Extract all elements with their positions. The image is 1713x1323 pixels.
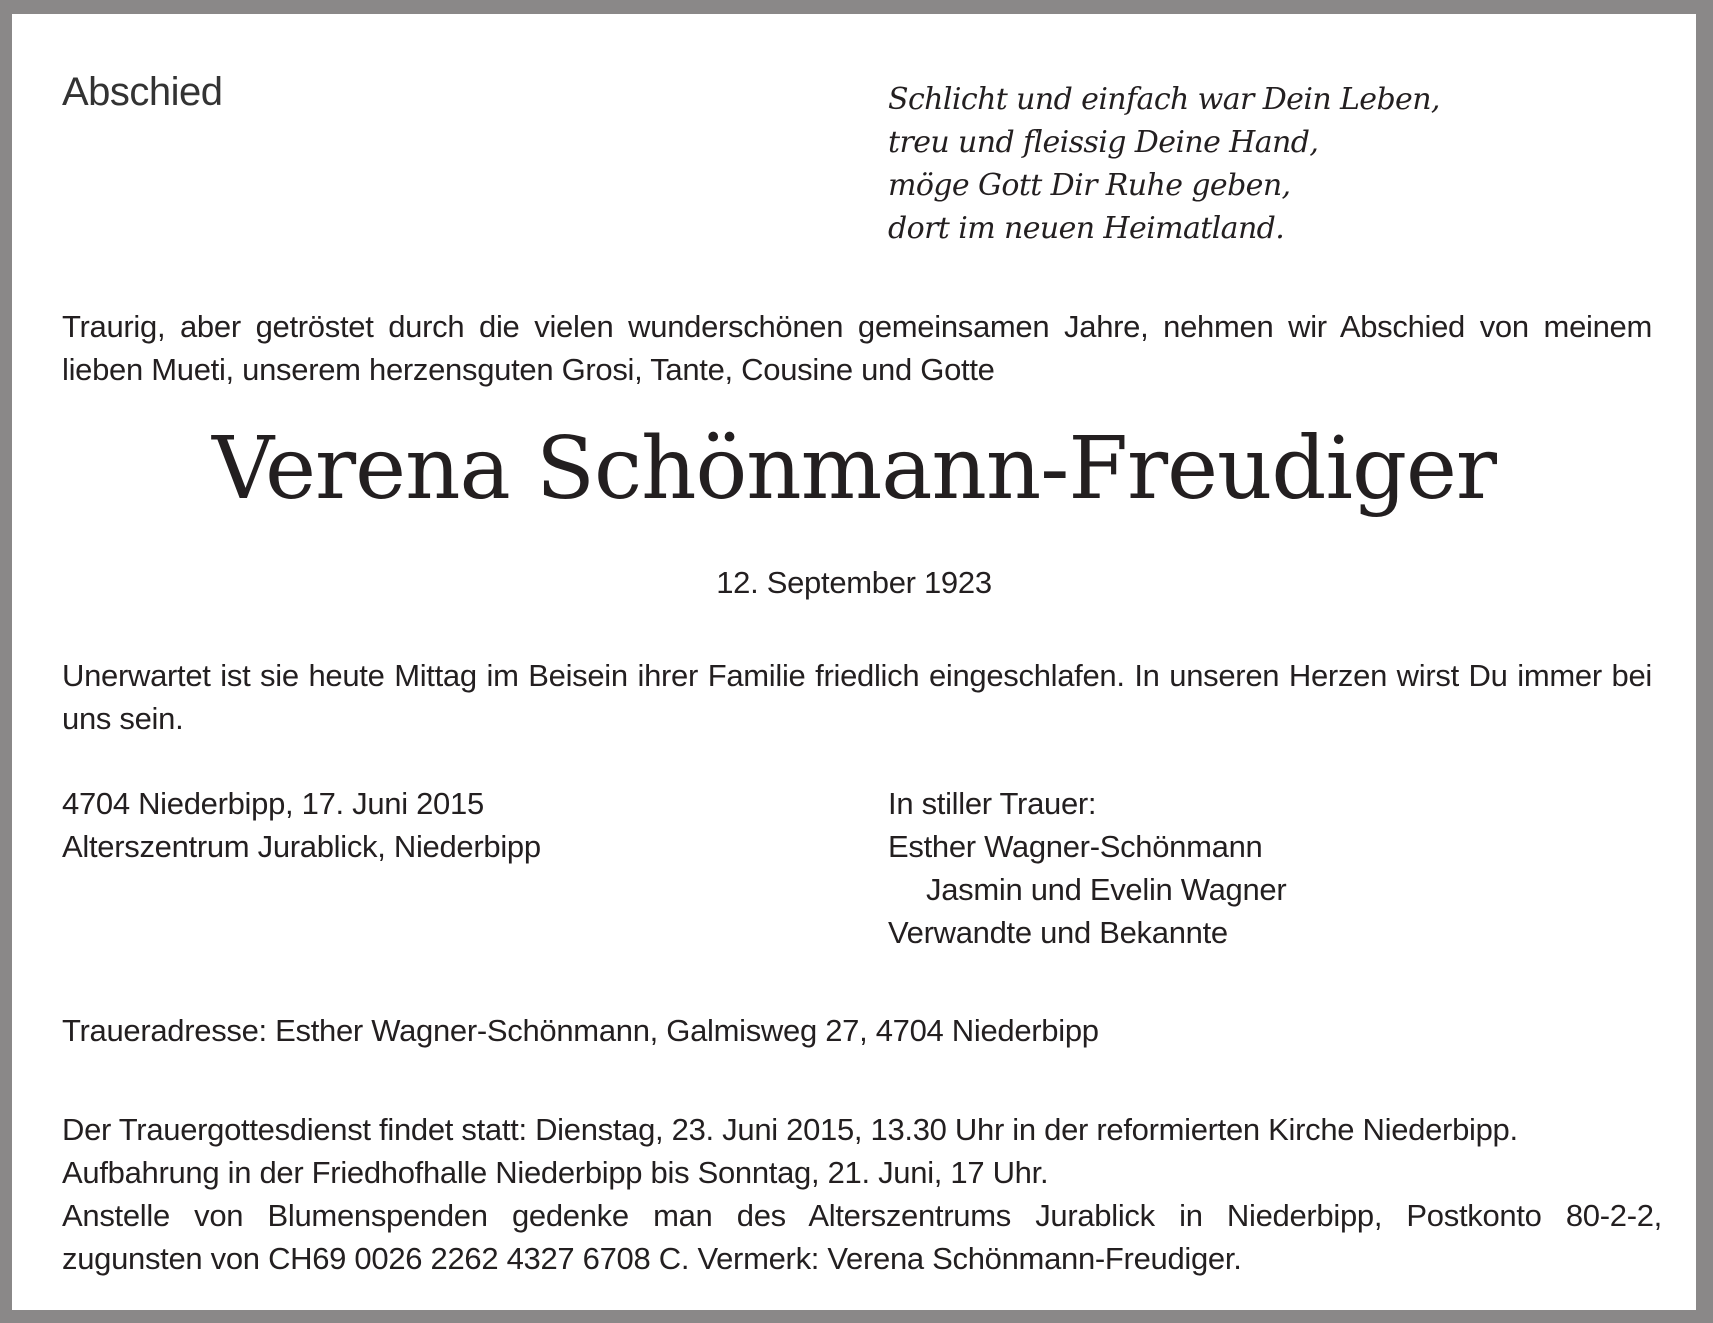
poem-line: Schlicht und einfach war Dein Leben, [888, 82, 1440, 117]
poem-line: möge Gott Dir Ruhe geben, [888, 168, 1291, 203]
passing-paragraph: Unerwartet ist sie heute Mittag im Beisein ihrer Familie friedlich eingeschlafen. In unseren Herzen wirst Du immer bei uns sein. [62, 658, 1652, 736]
mourner: Jasmin und Evelin Wagner [926, 872, 1287, 907]
poem-line: dort im neuen Heimatland. [888, 211, 1285, 246]
mourner: Esther Wagner-Schönmann [888, 829, 1263, 864]
birth-date: 12. September 1923 [716, 565, 992, 600]
place-date-line: 4704 Niederbipp, 17. Juni 2015 [62, 786, 484, 821]
deceased-name: Verena Schönmann-Freudiger [211, 419, 1497, 519]
mourner: Verwandte und Bekannte [888, 915, 1228, 950]
service-info [62, 1108, 1662, 1280]
heading: Abschied [62, 70, 223, 114]
place-date [62, 782, 541, 868]
service-line: Der Trauergottesdienst findet statt: Dienstag, 23. Juni 2015, 13.30 Uhr in der reformierten Kirche Niederbipp. [62, 1112, 1518, 1147]
obituary-notice [12, 14, 1696, 1310]
mourners [888, 782, 1286, 954]
mourning-address: Traueradresse: Esther Wagner-Schönmann, Galmisweg 27, 4704 Niederbipp [62, 1013, 1099, 1048]
service-line: zugunsten von CH69 0026 2262 4327 6708 C. Vermerk: Verena Schönmann-Freudiger. [62, 1241, 1242, 1276]
poem-line: treu und fleissig Deine Hand, [888, 125, 1319, 160]
place-date-line: Alterszentrum Jurablick, Niederbipp [62, 829, 541, 864]
intro-paragraph: Traurig, aber getröstet durch die vielen wunderschönen gemeinsamen Jahre, nehmen wir Abschied von meinem lieben Mueti, unserem herzensguten Grosi, Tante, Cousine und Gotte [62, 309, 1652, 387]
mourners-label: In stiller Trauer: [888, 786, 1097, 821]
poem [888, 78, 1440, 250]
service-line: Aufbahrung in der Friedhofhalle Niederbipp bis Sonntag, 21. Juni, 17 Uhr. [62, 1155, 1049, 1190]
service-line: Anstelle von Blumenspenden gedenke man des Alterszentrums Jurablick in Niederbipp, Postkonto 80-2-2, [62, 1198, 1662, 1233]
